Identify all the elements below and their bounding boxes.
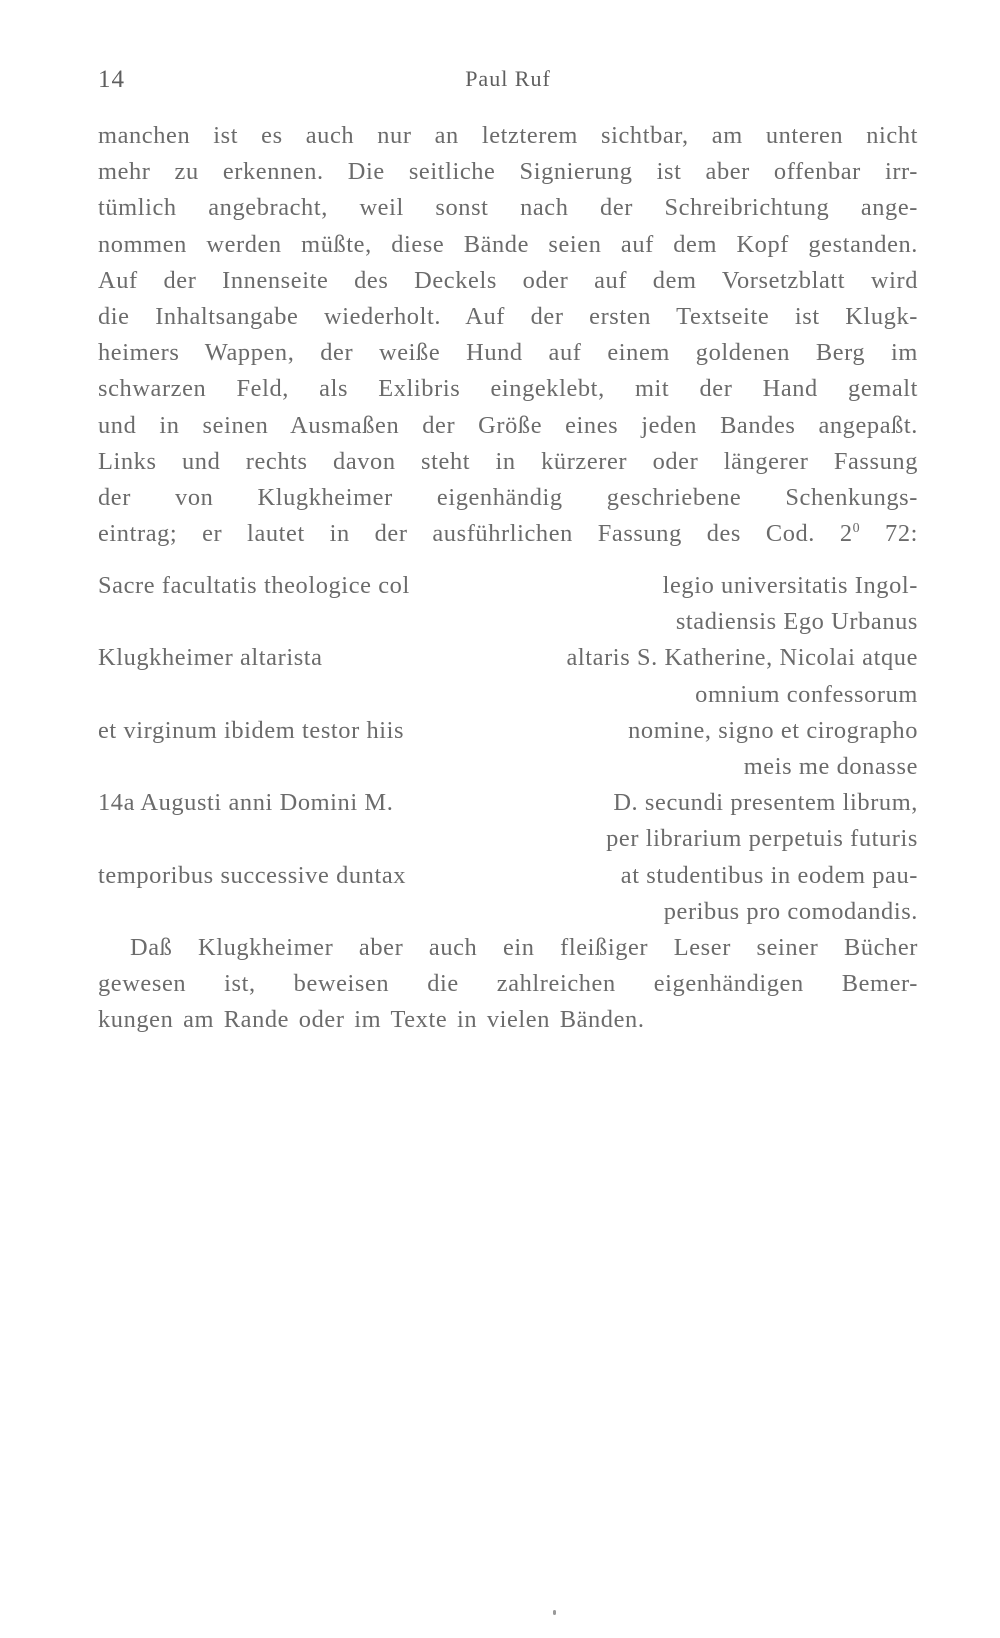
running-head-author: Paul Ruf [465,66,551,91]
inscription-row [98,749,918,785]
paragraph-2 [98,930,918,1039]
inscription-right: per librarium perpetuis futuris [606,825,918,853]
cod-line-text: eintrag; er lautet in der ausführlichen Fassung des Cod. [98,520,815,548]
inscription-right: altaris S. Katherine, Nicolai atque [566,644,918,672]
text-line: kungen am Rande oder im Texte in vielen Bänden. [98,1006,645,1034]
inscription-row [98,713,918,749]
ink-speck [553,1610,556,1615]
inscription-row [98,604,918,640]
text-line: mehr zu erkennen. Die seitliche Signierung ist aber offenbar irr- [98,158,918,186]
inscription-left: 14a Augusti anni Domini M. [98,789,394,817]
cod-suffix: 72: [885,520,918,548]
inscription-right: nomine, signo et cirographo [628,716,918,744]
inscription-row [98,677,918,713]
donation-inscription [98,568,918,930]
text-line: Daß Klugkheimer aber auch ein fleißiger Leser seiner Bücher [130,934,918,961]
inscription-left: et virginum ibidem testor hiis [98,716,405,744]
text-line: die Inhaltsangabe wiederholt. Auf der ersten Textseite ist Klugk- [98,302,918,330]
inscription-row [98,640,918,676]
inscription-left: Klugkheimer altarista [98,644,323,672]
text-line: manchen ist es auch nur an letzterem sichtbar, am unteren nicht [98,122,918,149]
paragraph-1 [98,118,918,552]
text-line: und in seinen Ausmaßen der Größe eines jeden Bandes angepaßt. [98,411,918,439]
cod-number: 2 [839,520,853,548]
inscription-row [98,785,918,821]
text-line: heimers Wappen, der weiße Hund auf einem goldenen Berg im [98,339,918,367]
inscription-row [98,821,918,857]
inscription-right: at studentibus in eodem pau- [620,861,918,889]
text-line: schwarzen Feld, als Exlibris eingeklebt, mit der Hand gemalt [98,375,918,403]
inscription-left: Sacre facultatis theologice col [98,572,410,599]
inscription-right: peribus pro comodandis. [663,897,918,925]
inscription-left: temporibus successive duntax [98,861,407,889]
page-header [98,66,918,98]
text-line: nommen werden müßte, diese Bände seien auf dem Kopf gestanden. [98,230,918,258]
text-line-cod [98,516,918,552]
inscription-row [98,858,918,894]
inscription-row [98,568,918,604]
inscription-right: D. secundi presentem librum, [613,789,918,817]
inscription-right: legio universitatis Ingol- [662,572,918,599]
text-line: der von Klugkheimer eigenhändig geschriebene Schenkungs- [98,483,918,511]
text-line: tümlich angebracht, weil sonst nach der Schreibrichtung ange- [98,194,918,222]
text-line: gewesen ist, beweisen die zahlreichen eigenhändigen Bemer- [98,970,918,998]
text-line: Links und rechts davon steht in kürzerer oder längerer Fassung [98,447,918,475]
text-line: Auf der Innenseite des Deckels oder auf dem Vorsetzblatt wird [98,266,918,294]
inscription-right: stadiensis Ego Urbanus [675,608,918,636]
inscription-right: meis me donasse [743,752,918,780]
inscription-right: omnium confessorum [695,680,918,708]
inscription-row [98,894,918,930]
cod-superscript: 0 [852,521,861,537]
page-number: 14 [98,66,125,93]
